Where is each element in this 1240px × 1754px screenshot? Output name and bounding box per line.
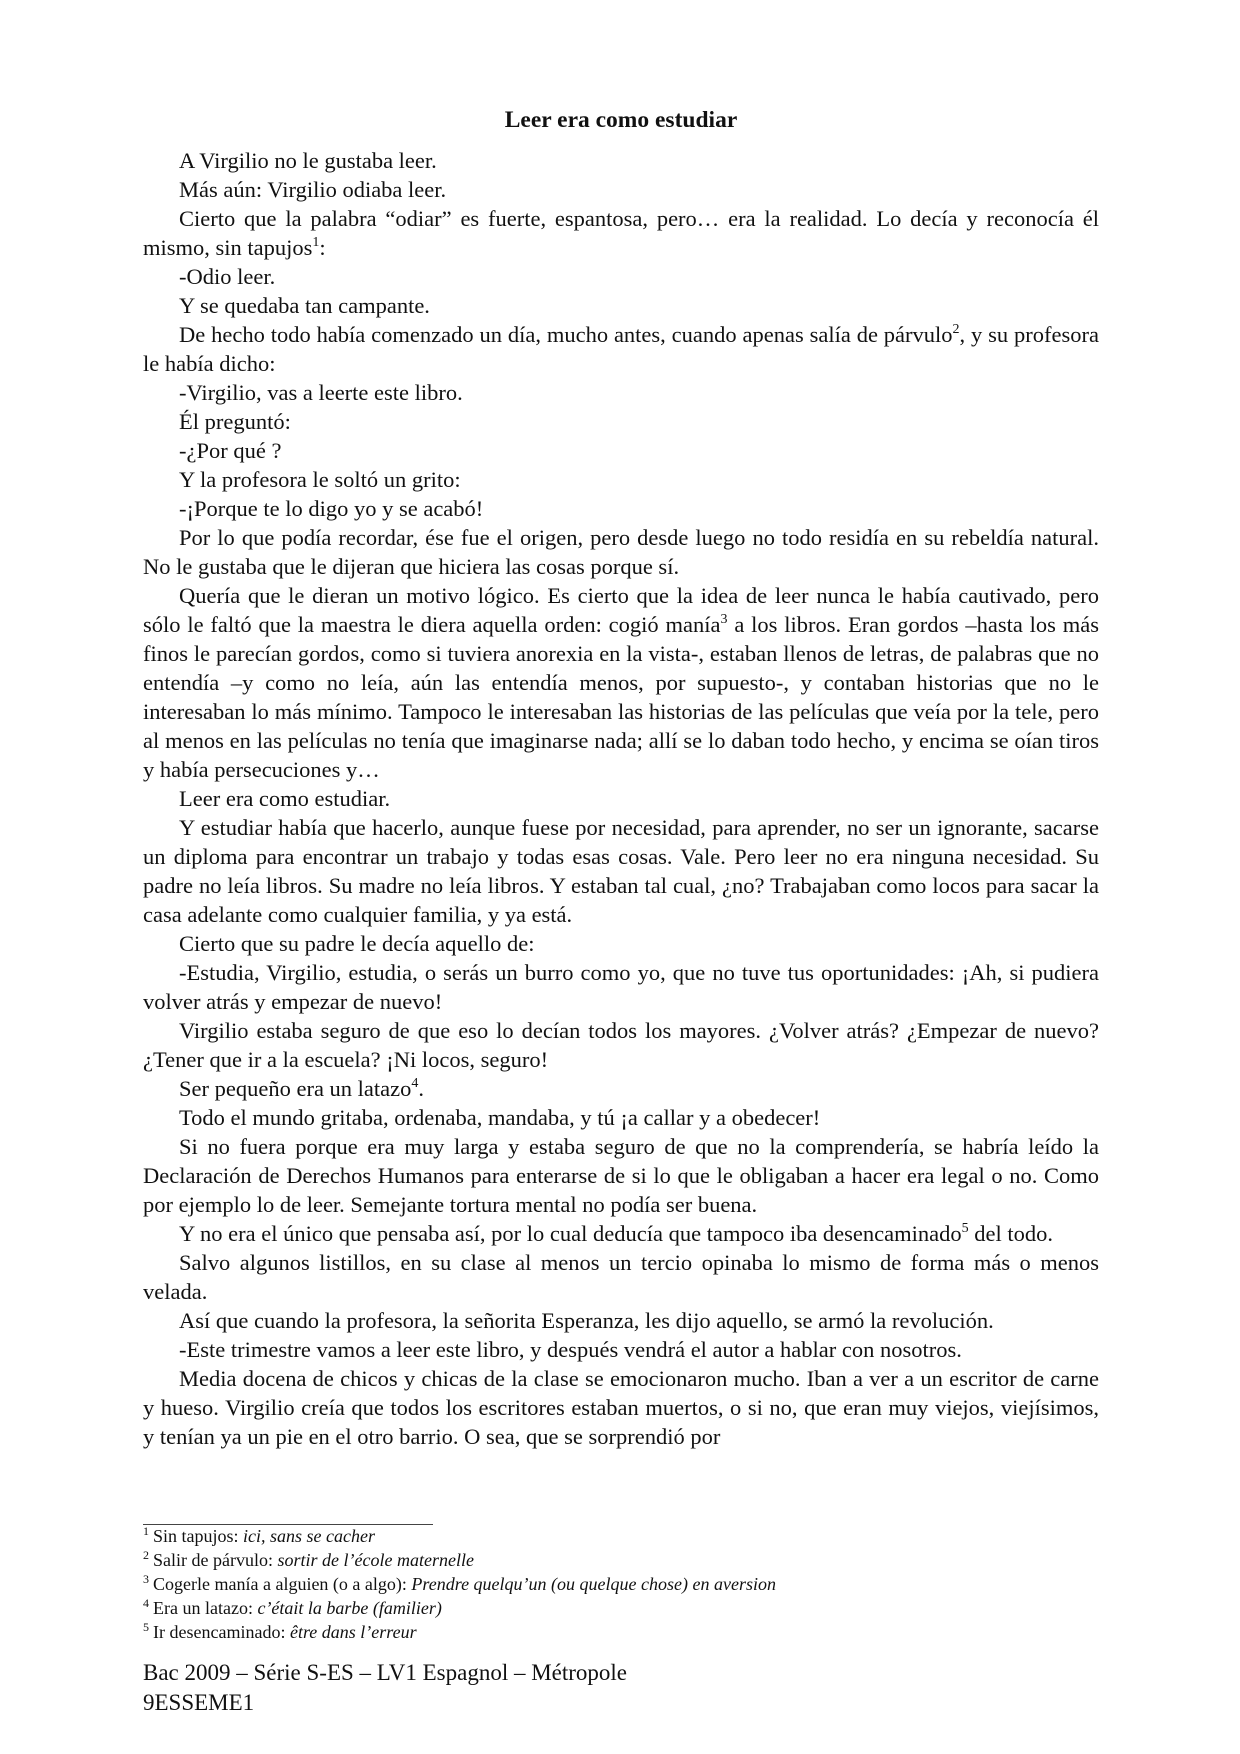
footnote-ref-1: 1 xyxy=(312,235,320,250)
footnote-ref-4: 4 xyxy=(411,1076,419,1091)
paragraph: A Virgilio no le gustaba leer. xyxy=(179,148,437,173)
footnotes xyxy=(143,1524,1099,1644)
exam-label: Bac 2009 – Série S-ES – LV1 Espagnol – Métropole xyxy=(143,1660,628,1685)
paragraph: Virgilio estaba seguro de que eso lo decían todos los mayores. ¿Volver atrás? ¿Empezar de nuevo? ¿Tener que ir a la escuela? ¡Ni locos, seguro! xyxy=(143,1018,1099,1072)
paragraph: Todo el mundo gritaba, ordenaba, mandaba, y tú ¡a callar y a obedecer! xyxy=(179,1105,821,1130)
footnote-ref-3: 3 xyxy=(720,612,728,627)
footnote-3: $^3$ Cogerle manía a alguien (o a algo): Prendre quelqu’un (ou quelque chose) en aversion xyxy=(143,1572,776,1594)
page-footer xyxy=(143,1658,1099,1718)
footnote-ref-2: 2 xyxy=(952,322,960,337)
paragraph: Leer era como estudiar. xyxy=(179,786,391,811)
paragraph: -Este trimestre vamos a leer este libro, y después vendrá el autor a hablar con nosotros. xyxy=(179,1337,962,1362)
paragraph: Él preguntó: xyxy=(179,409,291,434)
footnote-5: $^5$ Ir desencaminado: être dans l’erreur xyxy=(143,1620,417,1642)
paragraph: Y estudiar había que hacerlo, aunque fuese por necesidad, para aprender, no ser un ignorante, sacarse un diploma para encontrar un trabajo y todas esas cosas. Vale. Pero leer no era ninguna necesidad. Su padre no leía libros. Su madre no leía libros. Y estaban tal cual, ¿no? Trabajaban como locos para sacar la casa adelante como cualquier familia, y ya está. xyxy=(143,815,1099,927)
footnote-4: $^4$ Era un latazo: c’était la barbe (familier) xyxy=(143,1596,442,1618)
footnote-ref-5: 5 xyxy=(961,1221,969,1236)
paragraph: Media docena de chicos y chicas de la clase se emocionaron mucho. Iban a ver a un escritor de carne y hueso. Virgilio creía que todos los escritores estaban muertos, o si no, que eran muy viejos, viejísimos, y tenían ya un pie en el otro barrio. O sea, que se sorprendió por xyxy=(143,1366,1099,1449)
paragraph: -Estudia, Virgilio, estudia, o serás un burro como yo, que no tuve tus oportunidades: ¡Ah, si pudiera volver atrás y empezar de nuevo! xyxy=(143,960,1099,1014)
paragraph: Más aún: Virgilio odiaba leer. xyxy=(179,177,447,202)
paragraph: Cierto que la palabra “odiar” es fuerte, espantosa, pero… era la realidad. Lo decía y reconocía él mismo, sin tapujos$^1$: xyxy=(143,206,1099,260)
paragraph: Y se quedaba tan campante. xyxy=(179,293,430,318)
paragraph: Salvo algunos listillos, en su clase al menos un tercio opinaba lo mismo de forma más o menos velada. xyxy=(143,1250,1099,1304)
paragraph: Y no era el único que pensaba así, por lo cual deducía que tampoco iba desencaminado$^5$ del todo. xyxy=(179,1221,1053,1246)
paragraph: -Virgilio, vas a leerte este libro. xyxy=(179,380,463,405)
paragraph: -¡Porque te lo digo yo y se acabó! xyxy=(179,496,484,521)
paragraph: Cierto que su padre le decía aquello de: xyxy=(179,931,535,956)
paragraph: Si no fuera porque era muy larga y estaba seguro de que no la comprendería, se habría leído la Declaración de Derechos Humanos para enterarse de si lo que le obligaban a hacer era legal o no. Como por ejemplo lo de leer. Semejante tortura mental no podía ser buena. xyxy=(143,1134,1099,1217)
paragraph: -¿Por qué ? xyxy=(179,438,282,463)
footnote-1: $^1$ Sin tapujos: ici, sans se cacher xyxy=(143,1524,375,1546)
paragraph: -Odio leer. xyxy=(179,264,276,289)
exam-code: 9ESSEME1 xyxy=(143,1690,255,1715)
paragraph: Así que cuando la profesora, la señorita Esperanza, les dijo aquello, se armó la revolución. xyxy=(179,1308,994,1333)
paragraph: Quería que le dieran un motivo lógico. Es cierto que la idea de leer nunca le había cautivado, pero sólo le faltó que la maestra le diera aquella orden: cogió manía$^3$ a los libros. Eran gordos –hasta los más finos le parecían gordos, como si tuviera anorexia en la vista-, estaban llenos de letras, de palabras que no entendía –y como no leía, aún las entendía menos, por supuesto-, y contaban historias que no le interesaban lo más mínimo. Tampoco le interesaban las historias de las películas que veía por la tele, pero al menos en las películas no tenía que imaginarse nada; allí se lo daban todo hecho, y encima se oían tiros y había persecuciones y… xyxy=(143,583,1099,782)
paragraph: Ser pequeño era un latazo$^4$. xyxy=(179,1076,425,1101)
story-text xyxy=(143,146,1099,1451)
paragraph: Por lo que podía recordar, ése fue el origen, pero desde luego no todo residía en su rebeldía natural. No le gustaba que le dijeran que hiciera las cosas porque sí. xyxy=(143,525,1099,579)
paragraph: Y la profesora le soltó un grito: xyxy=(179,467,461,492)
footnote-2: $^2$ Salir de párvulo: sortir de l’école maternelle xyxy=(143,1548,474,1570)
paragraph: De hecho todo había comenzado un día, mucho antes, cuando apenas salía de párvulo$^2$, y su profesora le había dicho: xyxy=(143,322,1099,376)
document-title: Leer era como estudiar xyxy=(504,107,738,133)
